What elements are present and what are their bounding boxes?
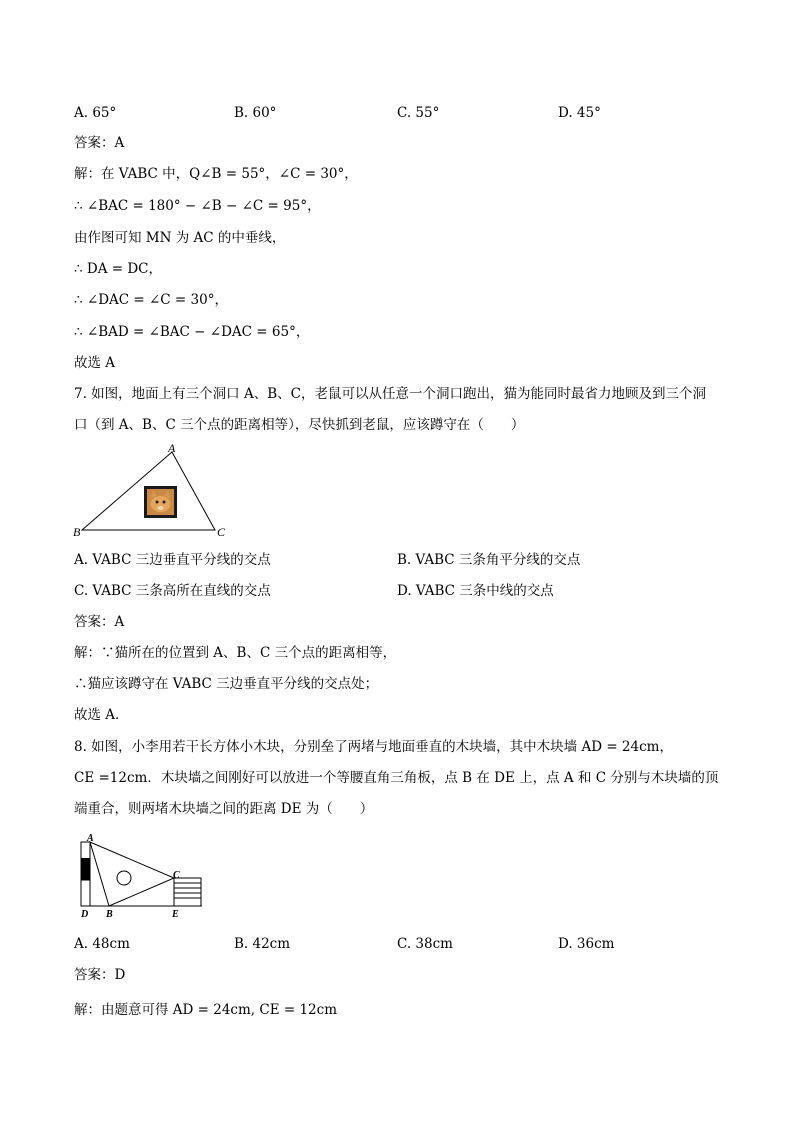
q8-option-a: A. 48cm [74,936,130,952]
vertex-label-b: B [73,525,81,539]
point-label-c: C [173,870,180,881]
point-label-d: D [81,909,89,920]
q6-solution-line: ∴ DA = DC， [74,261,163,277]
q8-stem-line: 端重合，则两堵木块墙之间的距离 DE 为（ ） [74,801,374,817]
q8-option-c: C. 38cm [397,936,453,952]
q7-triangle-figure [70,440,240,545]
q6-solution-line: ∴ ∠BAC = 180° − ∠B − ∠C = 95°， [74,198,321,214]
q7-stem-line: 口（到 A、B、C 三个点的距离相等），尽快抓到老鼠，应该蹲守在（ ） [74,417,525,433]
q7-option-a: A. VABC 三边垂直平分线的交点 [74,552,271,568]
q6-option-d: D. 45° [558,105,601,121]
q7-option-d: D. VABC 三条中线的交点 [397,583,554,599]
point-label-a: A [87,833,94,844]
q6-solution-line: ∴ ∠BAD = ∠BAC − ∠DAC = 65°， [74,324,310,340]
point-label-e: E [172,909,179,920]
q6-solution-line: 解：在 VABC 中，Q∠B = 55°，∠C = 30°， [74,166,358,182]
q6-solution-line: ∴ ∠DAC = ∠C = 30°， [74,292,228,308]
point-label-b: B [106,909,113,920]
q7-answer: 答案：A [74,614,125,630]
q7-stem-line: 7. 如图，地面上有三个洞口 A、B、C，老鼠可以从任意一个洞口跑出，猫为能同时最省力地顾及到三个洞 [74,386,706,402]
q8-stem-line: CE =12cm．木块墙之间刚好可以放进一个等腰直角三角板，点 B 在 DE 上，点 A 和 C 分别与木块墙的顶 [74,770,719,786]
q7-solution-line: 解：∵猫所在的位置到 A、B、C 三个点的距离相等， [74,645,397,661]
q6-solution-line: 由作图可知 MN 为 AC 的中垂线， [74,230,286,246]
q8-option-b: B. 42cm [234,936,291,952]
vertex-label-a: A [168,441,176,455]
q6-option-b: B. 60° [234,105,277,121]
q8-stem-line: 8. 如图，小李用若干长方体小木块，分别垒了两堵与地面垂直的木块墙，其中木块墙 AD = 24cm， [74,739,673,755]
cat-picture [144,486,177,518]
q8-answer: 答案：D [74,967,126,983]
q6-option-a: A. 65° [74,105,117,121]
q6-option-c: C. 55° [397,105,440,121]
q7-option-c: C. VABC 三条高所在直线的交点 [74,583,271,599]
q7-solution-line: ∴猫应该蹲守在 VABC 三边垂直平分线的交点处； [74,676,379,692]
q7-option-b: B. VABC 三条角平分线的交点 [397,552,581,568]
q8-option-d: D. 36cm [558,936,615,952]
q8-solution-line: 解：由题意可得 AD = 24cm, CE = 12cm [74,1002,337,1018]
q6-solution-line: 故选 A [74,355,116,371]
vertex-label-c: C [217,525,226,539]
q8-wall-figure [74,830,209,920]
q7-solution-line: 故选 A． [74,707,129,723]
q6-answer: 答案：A [74,135,125,151]
